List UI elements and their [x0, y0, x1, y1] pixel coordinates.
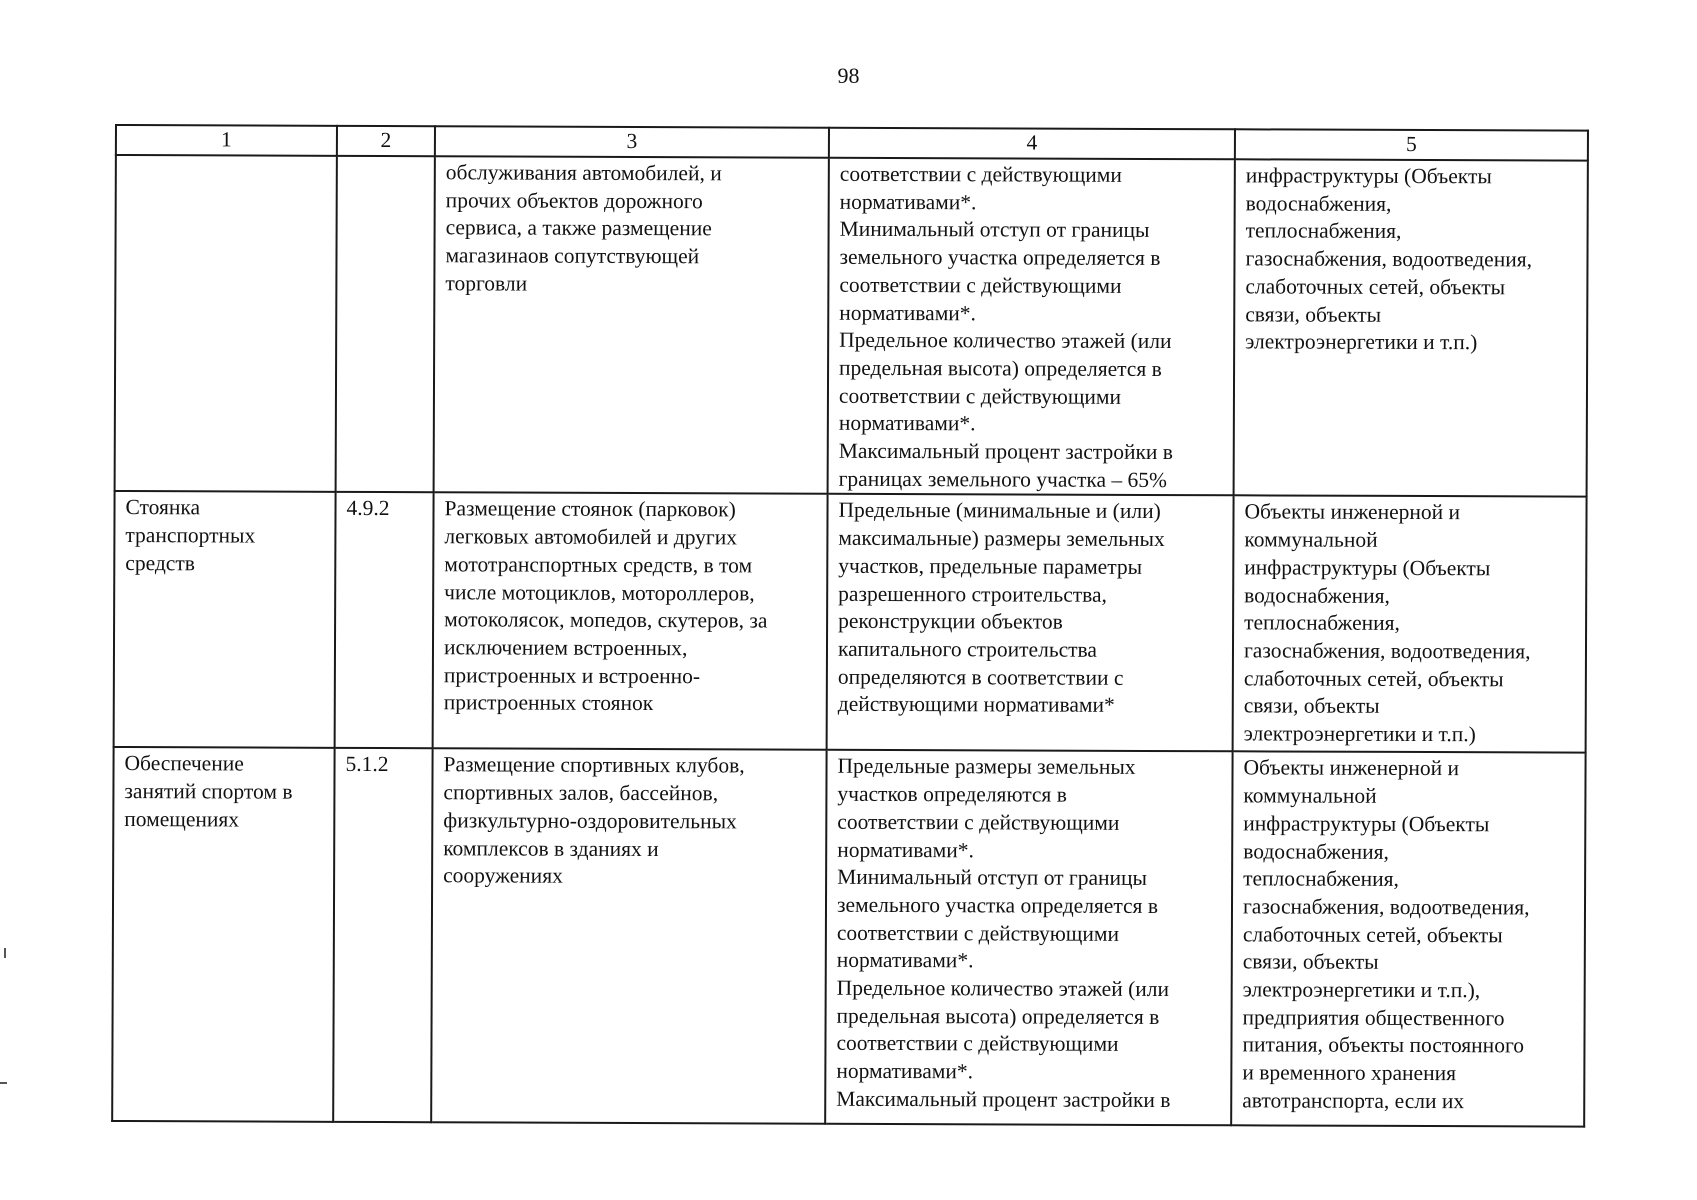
cell-text-line: Максимальный процент застройки в [836, 1086, 1171, 1112]
cell-text-line: электроэнергетики и т.п.), [1242, 977, 1481, 1003]
cell-auxiliary-uses [1231, 752, 1585, 1127]
cell-text-line: капитального строительства [837, 636, 1098, 662]
cell-text-line: реконструкции объектов [838, 609, 1063, 634]
table-row-sport [112, 747, 1585, 1127]
cell-text-line: предельная высота) определяется в [839, 355, 1162, 381]
cell-text-line: прочих объектов дорожного [445, 187, 703, 213]
cell-text-line: земельного участка определяется в [839, 244, 1161, 271]
cell-auxiliary-uses [1234, 159, 1588, 497]
cell-text-line: водоснабжения, [1244, 582, 1390, 608]
header-cell-4: 4 [829, 128, 1235, 160]
cell-text-line: соответствии с действующими [839, 161, 1122, 187]
cell-text-line: коммунальной [1243, 783, 1377, 808]
cell-text-line: инфраструктуры (Объекты [1244, 555, 1491, 581]
cell-text-line: средств [125, 550, 195, 576]
cell-text-line: слаботочных сетей, объекты [1242, 921, 1503, 947]
cell-text-line: питания, объекты постоянного [1242, 1032, 1525, 1058]
cell-text-line: исключением встроенных, [443, 635, 688, 661]
cell-text-line: 5.1.2 [345, 752, 389, 777]
table-row-parking [114, 491, 1587, 753]
page-number: 98 [837, 63, 860, 88]
regulations-table [111, 124, 1589, 1128]
cell-text-line: числе мотоциклов, мотороллеров, [444, 579, 755, 606]
cell-text-line: автотранспорта, если их [1242, 1088, 1465, 1114]
cell-text-line: мототранспортных средств, в том [444, 552, 753, 578]
cell-parameters [827, 494, 1234, 752]
cell-text-line: физкультурно-оздоровительных [443, 808, 737, 834]
cell-text-line: теплоснабжения, [1245, 218, 1402, 244]
cell-text-line: слаботочных сетей, объекты [1243, 665, 1504, 691]
cell-text-line: нормативами*. [838, 411, 976, 436]
cell-text-line: теплоснабжения, [1244, 610, 1400, 636]
cell-text-line: сервиса, а также размещение [445, 215, 712, 241]
cell-use-code [336, 156, 435, 493]
cell-text-line: Минимальный отступ от границы [839, 217, 1150, 243]
cell-text-line: связи, объекты [1242, 949, 1379, 975]
cell-text-line: Минимальный отступ от границы [837, 865, 1148, 891]
header-cell-2: 2 [337, 126, 435, 156]
scan-artifact-mark [4, 948, 6, 958]
cell-text-line: Предельные размеры земельных [837, 754, 1136, 780]
cell-text-line: границах земельного участка – 65% [838, 466, 1167, 492]
cell-text-line: Предельное количество этажей (или [836, 975, 1170, 1002]
cell-text-line: нормативами*. [837, 837, 974, 862]
cell-text-line: Объекты инженерной и [1244, 499, 1461, 525]
cell-text-line: земельного участка определяется в [836, 892, 1159, 918]
cell-text-line: соответствии с действующими [838, 383, 1122, 409]
header-cell-1: 1 [116, 125, 337, 156]
cell-text-line: участков определяются в [837, 781, 1067, 807]
cell-text-line: электроэнергетики и т.п.) [1245, 329, 1478, 355]
cell-text-line: соответствии с действующими [836, 1031, 1119, 1057]
cell-text-line: соответствии с действующими [836, 920, 1120, 946]
cell-use-name [112, 747, 334, 1122]
cell-text-line: газоснабжения, водоотведения, [1242, 894, 1530, 920]
cell-text-line: мотоколясок, мопедов, скутеров, за [444, 607, 768, 633]
cell-text-line: определяются в соответствии с [837, 664, 1124, 690]
cell-text-line: Объекты инженерной и [1243, 755, 1460, 781]
cell-text-line: легковых автомобилей и других [444, 524, 738, 550]
cell-text-line: участков, предельные параметры [838, 553, 1143, 579]
cell-text-line: торговли [445, 271, 528, 296]
cell-text-line: нормативами*. [839, 300, 977, 325]
cell-text-line: соответствии с действующими [837, 809, 1120, 835]
cell-text-line: Размещение спортивных клубов, [443, 752, 745, 778]
cell-text-line: водоснабжения, [1245, 191, 1392, 216]
cell-text-line: нормативами*. [836, 948, 974, 973]
cell-use-code [335, 492, 434, 748]
header-cell-5: 5 [1235, 129, 1588, 160]
cell-use-description [431, 749, 826, 1125]
cell-text-line: слаботочных сетей, объекты [1245, 274, 1506, 300]
cell-text-line: инфраструктуры (Объекты [1245, 163, 1492, 189]
cell-text-line: спортивных залов, бассейнов, [443, 780, 719, 806]
cell-text-line: помещениях [124, 806, 240, 832]
cell-text-line: сооружениях [443, 863, 563, 888]
cell-text-line: связи, объекты [1243, 693, 1380, 719]
cell-use-code [333, 748, 432, 1122]
cell-text-line: и временного хранения [1242, 1060, 1457, 1086]
cell-text-line: газоснабжения, водоотведения, [1243, 638, 1531, 664]
cell-text-line: комплексов в зданиях и [443, 835, 659, 861]
cell-text-line: 4.9.2 [346, 496, 390, 521]
cell-text-line: нормативами*. [839, 189, 977, 215]
cell-text-line: газоснабжения, водоотведения, [1245, 246, 1533, 272]
cell-text-line: Обеспечение [124, 751, 244, 776]
cell-text-line: обслуживания автомобилей, и [445, 160, 722, 186]
cell-use-name [115, 155, 337, 492]
cell-text-line: соответствии с действующими [839, 272, 1122, 298]
table-row-continuation [115, 155, 1588, 497]
cell-use-description [434, 156, 829, 494]
cell-text-line: инфраструктуры (Объекты [1243, 811, 1490, 837]
cell-text-line: Предельное количество этажей (или [839, 328, 1172, 354]
cell-use-description [433, 493, 828, 751]
cell-text-line: максимальные) размеры земельных [838, 525, 1165, 552]
cell-text-line: пристроенных и встроенно- [443, 662, 701, 688]
cell-parameters [828, 158, 1235, 496]
cell-text-line: разрешенного строительства, [838, 581, 1107, 607]
cell-text-line: коммунальной [1244, 527, 1378, 552]
cell-text-line: предприятия общественного [1242, 1005, 1505, 1031]
cell-text-line: пристроенных стоянок [443, 690, 654, 716]
cell-text-line: теплоснабжения, [1243, 866, 1399, 892]
cell-use-name [114, 491, 336, 748]
cell-text-line: предельная высота) определяется в [836, 1003, 1160, 1029]
cell-text-line: магазинаов сопутствующей [445, 243, 700, 269]
cell-text-line: Максимальный процент застройки в [838, 438, 1174, 465]
cell-text-line: водоснабжения, [1243, 838, 1390, 864]
cell-text-line: занятий спортом в [124, 779, 293, 804]
cell-text-line: нормативами*. [836, 1058, 974, 1084]
scan-artifact-mark [0, 1082, 7, 1084]
cell-text-line: Стоянка [125, 495, 201, 520]
cell-text-line: транспортных [125, 523, 256, 548]
cell-parameters [825, 750, 1232, 1126]
cell-text-line: Размещение стоянок (парковок) [444, 496, 736, 522]
header-cell-3: 3 [435, 126, 829, 158]
cell-text-line: действующими нормативами* [837, 692, 1115, 718]
cell-text-line: электроэнергетики и т.п.) [1243, 721, 1476, 747]
cell-text-line: связи, объекты [1245, 301, 1382, 327]
cell-auxiliary-uses [1233, 496, 1587, 753]
cell-text-line: Предельные (минимальные и (или) [838, 498, 1161, 524]
